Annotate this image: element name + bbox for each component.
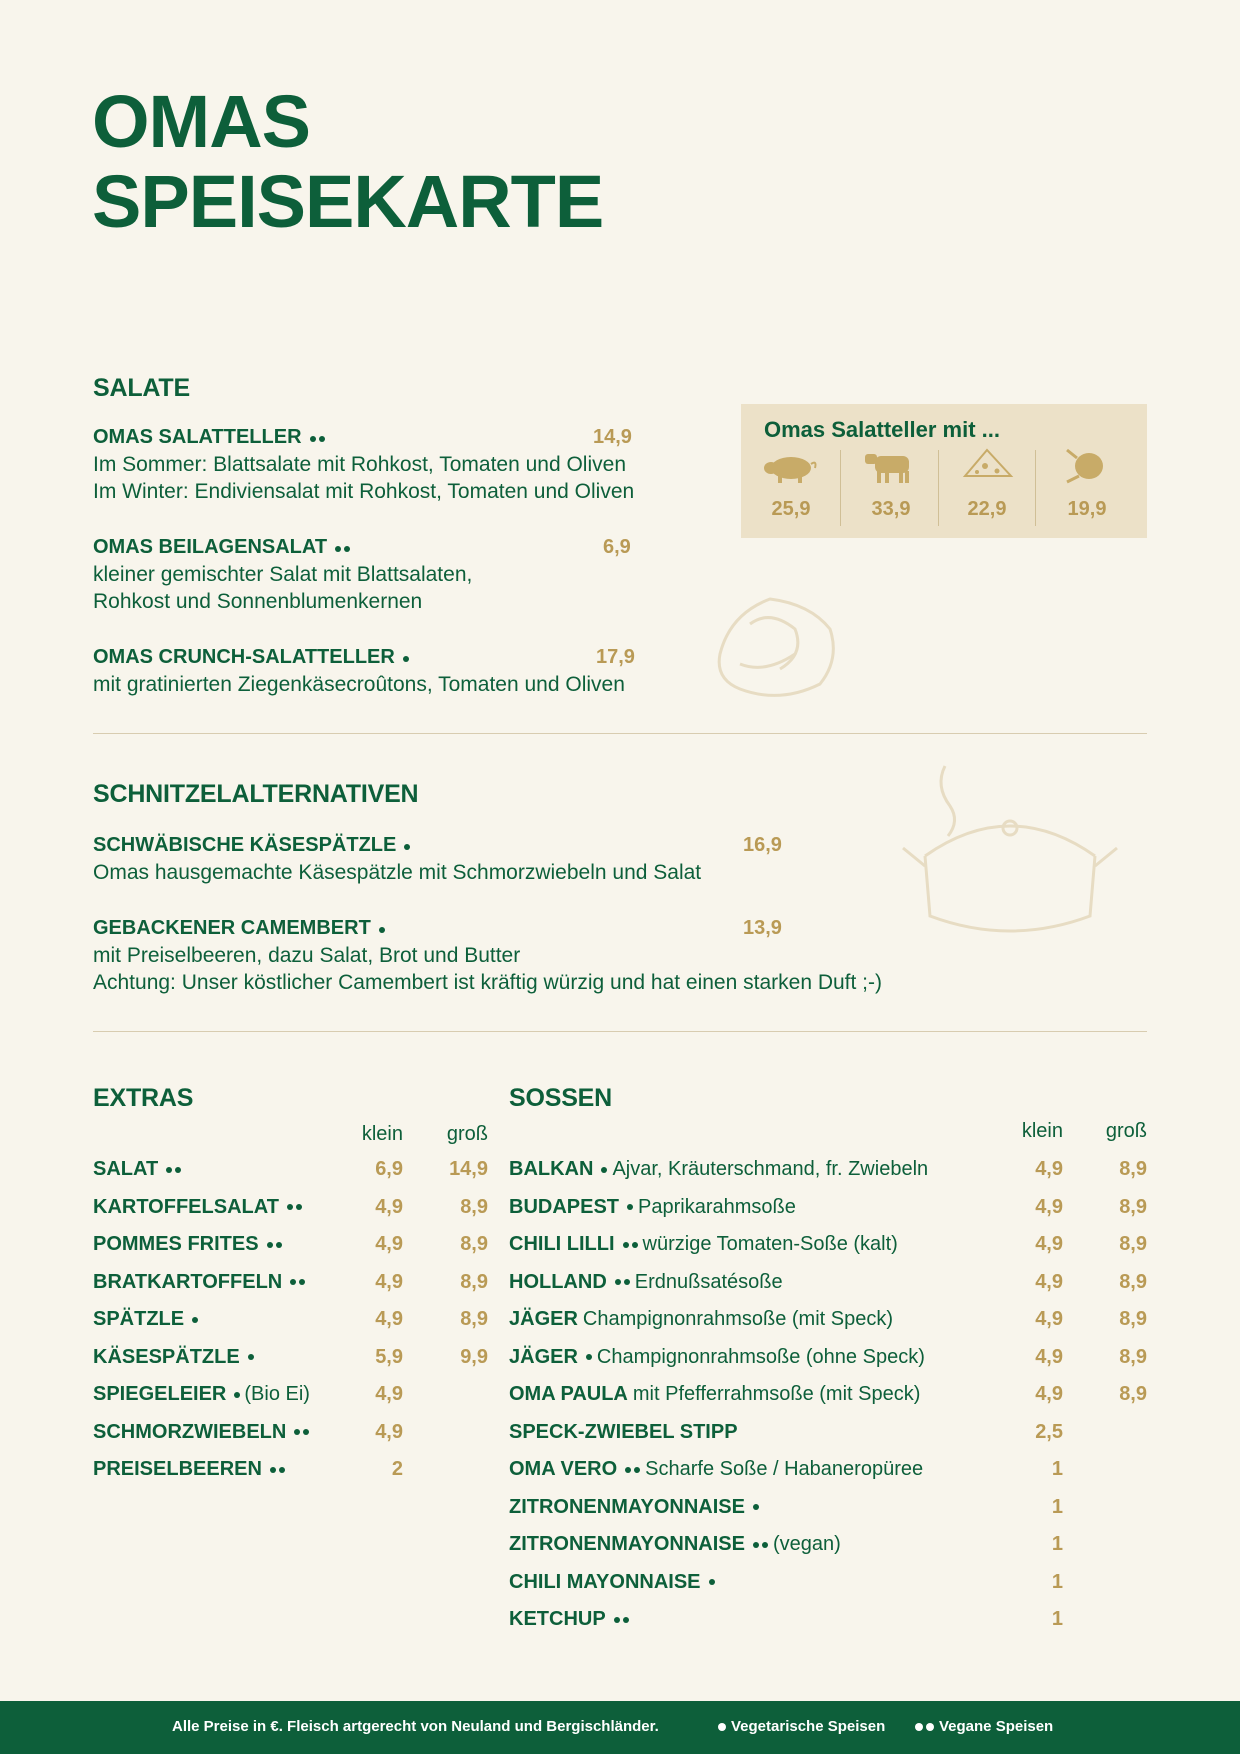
extras-item-name	[93, 1158, 181, 1181]
price-klein: 4,9	[375, 1308, 403, 1330]
item-price: 14,9	[593, 426, 632, 448]
vegetarian-dot	[706, 1571, 715, 1593]
menu-item-salatteller	[93, 426, 693, 505]
item-name: OMAS BEILAGENSALAT	[93, 536, 328, 558]
price-klein: 1	[1051, 1608, 1063, 1630]
price-klein: 1	[1051, 1495, 1063, 1518]
price-klein: 4,9	[1035, 1383, 1063, 1405]
sossen-item-name	[509, 1571, 715, 1594]
vegan-dots	[612, 1271, 630, 1293]
divider	[93, 1031, 1147, 1032]
sossen-item-description: (vegan)	[772, 1533, 841, 1555]
sossen-item-label: KETCHUP	[509, 1608, 606, 1630]
vegan-dots	[307, 430, 325, 447]
vegetarian-dot	[598, 1158, 607, 1180]
vegan-dots	[284, 1196, 302, 1218]
price-klein: 4,9	[1035, 1195, 1063, 1218]
cow-icon	[861, 446, 921, 486]
sossen-item-description: Champignonrahmsoße (ohne Speck)	[596, 1345, 925, 1368]
item-name: SCHWÄBISCHE KÄSESPÄTZLE	[93, 834, 397, 856]
extras-item-label: SPÄTZLE	[93, 1308, 185, 1330]
divider	[93, 733, 1147, 734]
sossen-item-label: CHILI LILLI	[509, 1233, 615, 1255]
extras-item-name	[93, 1196, 302, 1219]
sossen-item-label: BALKAN	[509, 1158, 594, 1180]
sossen-item-description: Scharfe Soße / Habaneropüree	[645, 1458, 924, 1480]
vegetarian-dot-icon	[718, 1723, 726, 1731]
price-klein: 4,9	[1035, 1158, 1063, 1180]
vegetarian-dot	[750, 1496, 759, 1518]
price-klein: 4,9	[375, 1195, 403, 1218]
sossen-item-label: JÄGER	[509, 1345, 578, 1368]
item-name: OMAS CRUNCH-SALATTELLER	[93, 646, 395, 668]
option-pig	[743, 446, 839, 530]
price-klein: 4,9	[1035, 1308, 1063, 1330]
item-description-2: Achtung: Unser köstlicher Camembert ist kräftig würzig und hat einen starken Duft ;-)	[93, 971, 882, 994]
option-price: 25,9	[771, 498, 811, 520]
vegetarian-dot	[400, 650, 409, 667]
sossen-item-label: BUDAPEST	[509, 1195, 620, 1218]
vegan-dots	[287, 1271, 305, 1293]
vegan-label: Vegane Speisen	[939, 1718, 1054, 1735]
item-description-1: Omas hausgemachte Käsespätzle mit Schmorzwiebeln und Salat	[93, 861, 702, 884]
extras-item-label: SALAT	[93, 1158, 159, 1180]
price-klein: 4,9	[1035, 1233, 1063, 1255]
extras-item-label: POMMES FRITES	[93, 1233, 259, 1255]
price-klein: 1	[1051, 1570, 1063, 1593]
extras-item-name	[93, 1233, 282, 1256]
sossen-item-name	[509, 1196, 796, 1219]
menu-item-kaesespaetzle	[93, 834, 943, 886]
footer-bar	[0, 1701, 1240, 1754]
sossen-item-label: ZITRONENMAYONNAISE	[509, 1533, 745, 1555]
sossen-item-label: HOLLAND	[509, 1270, 607, 1293]
sossen-item-name	[509, 1383, 920, 1406]
sossen-item-description: Champignonrahmsoße (mit Speck)	[582, 1308, 894, 1330]
sossen-item-name	[509, 1458, 923, 1481]
vegan-dots	[620, 1233, 638, 1255]
menu-item-crunch-salatteller	[93, 646, 693, 698]
salatteller-options-box	[741, 404, 1147, 538]
menu-item-camembert	[93, 917, 993, 996]
sossen-item-name	[509, 1233, 898, 1256]
price-gross: 9,9	[460, 1345, 488, 1368]
vegetarian-dot	[245, 1346, 254, 1368]
vegetarian-dot	[583, 1346, 592, 1368]
extras-item-label: KARTOFFELSALAT	[93, 1195, 279, 1218]
vegetarian-dot	[624, 1196, 633, 1218]
extras-item-name	[93, 1383, 310, 1406]
price-gross: 8,9	[1119, 1383, 1147, 1405]
item-price: 6,9	[603, 536, 631, 558]
price-klein: 4,9	[375, 1233, 403, 1255]
option-cheese	[939, 446, 1035, 530]
extras-item-label: KÄSESPÄTZLE	[93, 1345, 240, 1368]
sossen-item-label: JÄGER	[509, 1308, 578, 1330]
option-price: 19,9	[1067, 498, 1107, 520]
extras-item-note: (Bio Ei)	[244, 1383, 310, 1405]
item-description-1: Im Sommer: Blattsalate mit Rohkost, Tomaten und Oliven	[93, 453, 626, 476]
item-description-1: mit Preiselbeeren, dazu Salat, Brot und Butter	[93, 944, 521, 967]
price-klein: 2,5	[1035, 1420, 1063, 1443]
price-gross: 8,9	[460, 1270, 488, 1293]
price-gross: 8,9	[1119, 1195, 1147, 1218]
sossen-item-name	[509, 1533, 841, 1556]
vegan-dots	[291, 1421, 309, 1443]
price-gross: 8,9	[1119, 1270, 1147, 1293]
sossen-col-klein: klein	[1021, 1120, 1063, 1142]
lettuce-illustration	[700, 584, 860, 704]
pig-icon	[761, 446, 821, 486]
vegetarian-dot	[401, 838, 410, 855]
extras-item-label: PREISELBEEREN	[93, 1458, 262, 1480]
option-price: 33,9	[871, 498, 911, 520]
vegan-dots	[611, 1608, 629, 1630]
vegan-dots	[264, 1233, 282, 1255]
section-title-extras: EXTRAS	[93, 1084, 194, 1112]
title-line-1: OMAS	[92, 80, 310, 163]
section-title-sossen: SOSSEN	[509, 1084, 612, 1112]
vegan-dots	[750, 1533, 768, 1555]
sossen-item-name	[509, 1308, 893, 1331]
option-price: 22,9	[967, 498, 1007, 520]
price-klein: 1	[1051, 1533, 1063, 1555]
sossen-item-description: Paprikarahmsoße	[638, 1195, 796, 1218]
section-title-schnitzelalternativen: SCHNITZELALTERNATIVEN	[93, 780, 419, 808]
vegetarian-label: Vegetarische Speisen	[731, 1718, 886, 1735]
footer-prices-note: Alle Preise in €. Fleisch artgerecht von Neuland und Bergischländer.	[172, 1718, 659, 1735]
price-gross: 8,9	[1119, 1233, 1147, 1255]
vegan-dots	[163, 1158, 181, 1180]
section-title-salate: SALATE	[93, 374, 190, 402]
item-description-2: Rohkost und Sonnenblumenkernen	[93, 590, 423, 613]
price-klein: 4,9	[1035, 1345, 1063, 1368]
sossen-item-description: Erdnußsatésoße	[634, 1270, 783, 1293]
footer-vegetarian-legend	[718, 1718, 885, 1735]
sossen-item-label: OMA VERO	[509, 1458, 618, 1480]
sossen-item-label: ZITRONENMAYONNAISE	[509, 1495, 745, 1518]
price-klein: 1	[1051, 1458, 1063, 1480]
price-gross: 8,9	[1119, 1308, 1147, 1330]
sossen-item-label: CHILI MAYONNAISE	[509, 1570, 701, 1593]
title-line-2: SPEISEKARTE	[92, 160, 604, 243]
sossen-item-name	[509, 1158, 928, 1181]
extras-item-name	[93, 1421, 309, 1444]
vegetarian-dot	[231, 1383, 240, 1405]
item-name: OMAS SALATTELLER	[93, 426, 302, 448]
sossen-col-gross: groß	[1105, 1120, 1147, 1142]
extras-item-name	[93, 1346, 254, 1369]
extras-col-klein: klein	[361, 1123, 403, 1145]
price-klein: 4,9	[1035, 1270, 1063, 1293]
price-gross: 8,9	[1119, 1158, 1147, 1180]
price-klein: 6,9	[375, 1158, 403, 1180]
price-gross: 8,9	[460, 1195, 488, 1218]
sossen-item-description: mit Pfefferrahmsoße (mit Speck)	[632, 1383, 921, 1405]
item-name: GEBACKENER CAMEMBERT	[93, 917, 371, 939]
pot-illustration	[895, 756, 1125, 956]
price-klein: 2	[391, 1458, 403, 1480]
vegan-dots	[622, 1458, 640, 1480]
menu-item-beilagensalat	[93, 536, 693, 615]
page-title	[92, 82, 603, 242]
vegan-dots	[267, 1458, 285, 1480]
extras-item-name	[93, 1308, 198, 1331]
item-description-1: kleiner gemischter Salat mit Blattsalaten,	[93, 563, 473, 586]
price-gross: 8,9	[460, 1308, 488, 1330]
price-klein: 4,9	[375, 1383, 403, 1405]
sossen-item-name	[509, 1271, 783, 1294]
sossen-item-name	[509, 1496, 759, 1519]
extras-item-label: SCHMORZWIEBELN	[93, 1420, 287, 1443]
cheese-icon	[957, 446, 1017, 486]
price-klein: 4,9	[375, 1270, 403, 1293]
footer-vegan-legend	[915, 1718, 1053, 1735]
extras-item-label: SPIEGELEIER	[93, 1383, 227, 1405]
vegetarian-dot	[376, 921, 385, 938]
sossen-item-name	[509, 1346, 925, 1369]
price-gross: 8,9	[1119, 1345, 1147, 1368]
extras-col-gross: groß	[446, 1123, 488, 1145]
item-description-2: Im Winter: Endiviensalat mit Rohkost, Tomaten und Oliven	[93, 480, 635, 503]
box-title: Omas Salatteller mit ...	[764, 417, 1000, 442]
sossen-item-description: Ajvar, Kräuterschmand, fr. Zwiebeln	[612, 1158, 929, 1180]
vegan-dot-icon	[915, 1723, 923, 1731]
price-klein: 4,9	[375, 1420, 403, 1443]
price-gross: 8,9	[460, 1233, 488, 1255]
extras-item-label: BRATKARTOFFELN	[93, 1270, 283, 1293]
extras-item-name	[93, 1271, 305, 1294]
option-cow	[843, 446, 939, 530]
item-price: 17,9	[596, 646, 635, 668]
artichoke-icon	[1057, 446, 1117, 486]
extras-item-name	[93, 1458, 285, 1481]
item-price: 16,9	[743, 834, 782, 856]
price-gross: 14,9	[449, 1158, 488, 1180]
vegan-dots	[332, 540, 350, 557]
sossen-item-name	[509, 1421, 738, 1444]
vegan-dot-icon	[926, 1723, 934, 1731]
option-artichoke	[1039, 446, 1135, 530]
item-description-1: mit gratinierten Ziegenkäsecroûtons, Tomaten und Oliven	[93, 673, 625, 696]
vegetarian-dot	[189, 1308, 198, 1330]
sossen-item-label: SPECK-ZWIEBEL STIPP	[509, 1420, 738, 1443]
sossen-item-description: würzige Tomaten-Soße (kalt)	[642, 1233, 898, 1255]
item-price: 13,9	[743, 917, 782, 939]
sossen-item-label: OMA PAULA	[509, 1383, 628, 1405]
price-klein: 5,9	[375, 1345, 403, 1368]
sossen-item-name	[509, 1608, 629, 1631]
